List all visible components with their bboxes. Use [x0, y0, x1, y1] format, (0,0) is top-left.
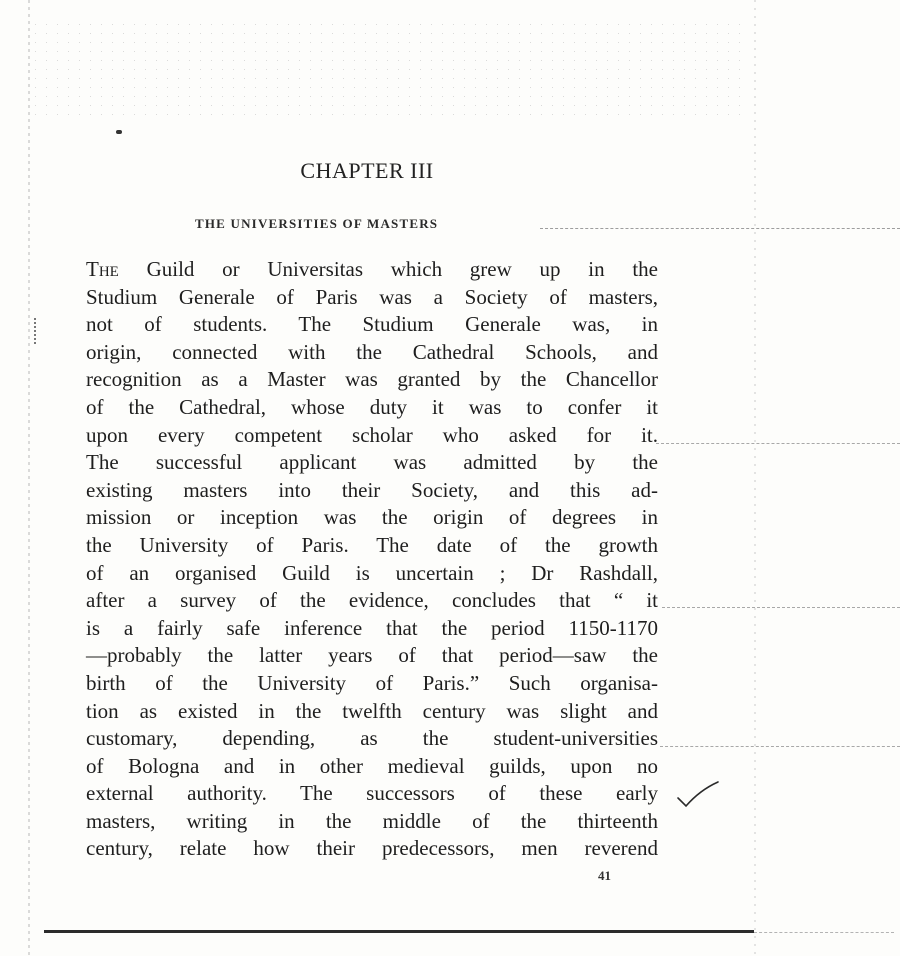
text-line: tion as existed in the twelfth century was slight and: [86, 698, 658, 723]
text-line: the University of Paris. The date of the growth: [86, 532, 658, 557]
scan-edge-left: [28, 0, 30, 956]
body-paragraph: [86, 256, 658, 863]
text-line: existing masters into their Society, and this ad-: [86, 477, 658, 502]
heading-dashed-rule: [540, 228, 900, 230]
page-number: 41: [598, 868, 611, 883]
text-line: of the Cathedral, whose duty it was to confer it: [86, 394, 658, 419]
text-line: origin, connected with the Cathedral Schools, and: [86, 339, 658, 364]
text-line: century, relate how their predecessors, men reverend: [86, 836, 658, 861]
text-underline-rule: [660, 746, 900, 748]
text-line: external authority. The successors of these early: [86, 781, 658, 806]
text-line: recognition as a Master was granted by the Chancellor: [86, 367, 658, 392]
bottom-dashed-rule: [754, 932, 894, 934]
text-line: The successful applicant was admitted by the: [86, 450, 658, 475]
chapter-title: CHAPTER III: [300, 158, 434, 183]
margin-bracket-mark: [34, 318, 39, 344]
text-line: Studium Generale of Paris was a Society of masters,: [86, 284, 658, 309]
section-heading: THE UNIVERSITIES OF MASTERS: [195, 216, 439, 231]
text-line: of an organised Guild is uncertain ; Dr Rashdall,: [86, 560, 658, 585]
check-mark-icon: [674, 780, 722, 812]
text-line: The Guild or Universitas which grew up in the: [86, 257, 658, 281]
text-line: birth of the University of Paris.” Such organisa-: [86, 670, 658, 695]
text-underline-rule: [662, 607, 900, 609]
bottom-border-rule: [44, 930, 754, 933]
text-line: of Bologna and in other medieval guilds, upon no: [86, 753, 658, 778]
text-line: upon every competent scholar who asked for it.: [86, 422, 658, 447]
text-line: not of students. The Studium Generale was, in: [86, 312, 658, 337]
opening-small-caps: The: [86, 257, 119, 281]
text-line: after a survey of the evidence, concludes that “ it: [86, 588, 658, 613]
text-line: customary, depending, as the student-universities: [86, 726, 658, 751]
scan-noise: [30, 20, 750, 120]
text-line: —probably the latter years of that period—saw the: [86, 643, 658, 668]
text-underline-rule: [656, 443, 900, 445]
stray-ink-mark: [116, 130, 122, 134]
text-line: is a fairly safe inference that the period 1150-1170: [86, 615, 658, 640]
text-line: mission or inception was the origin of degrees in: [86, 505, 658, 530]
text-line: masters, writing in the middle of the thirteenth: [86, 808, 658, 833]
scan-edge-right: [754, 0, 756, 956]
